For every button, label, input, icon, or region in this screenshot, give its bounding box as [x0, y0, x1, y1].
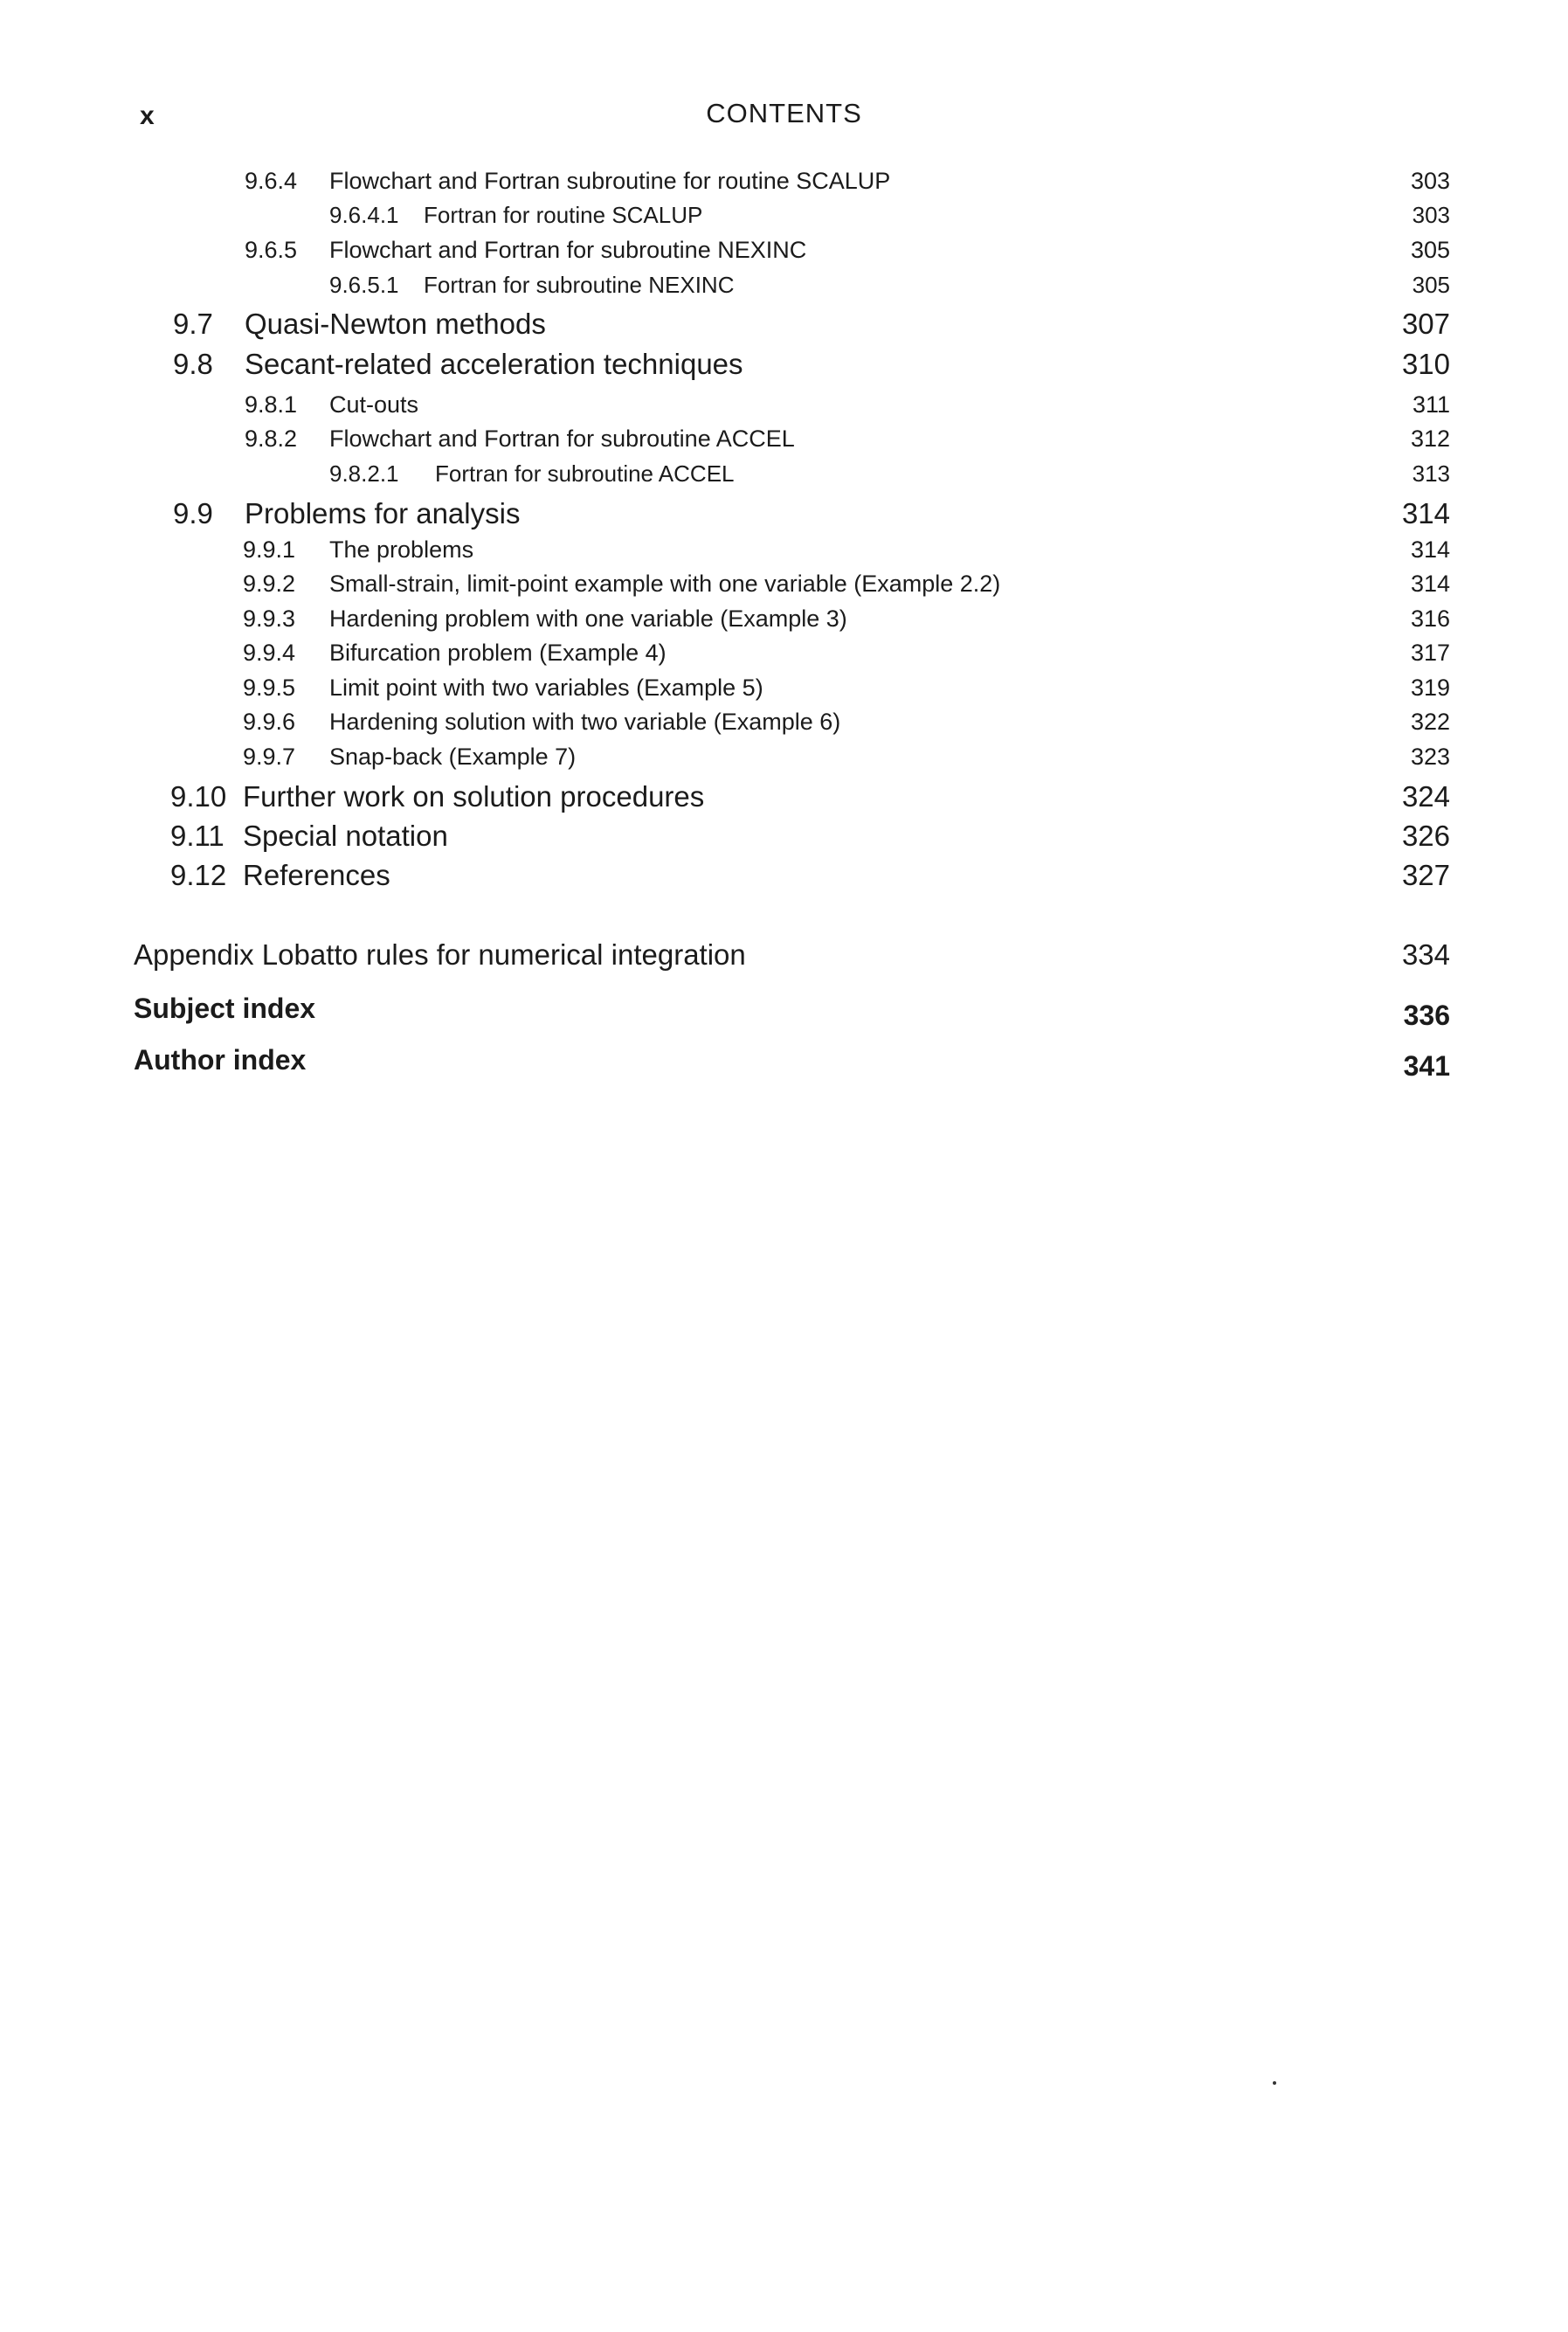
toc-entry-appendix — [0, 938, 1568, 973]
toc-entry-number: 9.9.2 — [243, 571, 296, 597]
toc-entry-9-9-3 — [0, 605, 1568, 640]
toc-entry-subject-index — [0, 993, 1568, 1031]
toc-entry-9-8-2 — [0, 426, 1568, 460]
toc-entry-title: Cut-outs — [329, 391, 419, 418]
toc-entry-title: Flowchart and Fortran subroutine for routine SCALUP — [329, 168, 891, 194]
toc-entry-title: Fortran for subroutine NEXINC — [424, 272, 735, 298]
toc-entry-page: 313 — [1412, 460, 1450, 487]
toc-entry-9-11 — [0, 820, 1568, 855]
toc-entry-title: Limit point with two variables (Example 5) — [329, 675, 763, 701]
toc-entry-page: 310 — [1401, 348, 1450, 380]
toc-entry-number: 9.9.5 — [243, 675, 296, 701]
stray-mark — [1273, 2081, 1276, 2085]
toc-entry-page: 305 — [1410, 237, 1450, 263]
toc-entry-number: 9.9.6 — [243, 709, 296, 735]
toc-entry-9-6-5-1 — [0, 272, 1568, 307]
toc-entry-page: 327 — [1401, 859, 1450, 891]
toc-entry-title: Flowchart and Fortran for subroutine ACCEL — [329, 426, 795, 452]
toc-entry-9-9-1 — [0, 536, 1568, 571]
toc-entry-page: 334 — [1401, 938, 1450, 971]
toc-entry-page: 324 — [1401, 780, 1450, 813]
toc-entry-title: Author index — [134, 1044, 307, 1076]
toc-entry-page: 323 — [1410, 744, 1450, 770]
toc-entry-page: 316 — [1410, 605, 1450, 632]
toc-entry-page: 314 — [1410, 536, 1450, 563]
toc-entry-number: 9.12 — [170, 859, 227, 891]
toc-entry-number: 9.10 — [170, 780, 227, 813]
toc-entry-number: 9.9 — [173, 497, 213, 529]
toc-entry-number: 9.8 — [173, 348, 213, 380]
toc-entry-9-6-5 — [0, 237, 1568, 272]
toc-entry-title: The problems — [329, 536, 474, 563]
toc-entry-page: 303 — [1412, 202, 1450, 228]
toc-entry-9-10 — [0, 780, 1568, 815]
toc-entry-9-8-1 — [0, 391, 1568, 426]
toc-entry-title: Problems for analysis — [245, 497, 521, 529]
toc-entry-page: 311 — [1412, 391, 1450, 418]
toc-entry-number: 9.9.3 — [243, 605, 296, 632]
toc-entry-page: 314 — [1410, 571, 1450, 597]
toc-entry-title: Fortran for routine SCALUP — [424, 202, 703, 228]
toc-entry-title: Hardening solution with two variable (Example 6) — [329, 709, 841, 735]
toc-entry-9-6-4-1 — [0, 202, 1568, 237]
toc-entry-9-9-2 — [0, 571, 1568, 605]
toc-entry-number: 9.9.7 — [243, 744, 296, 770]
toc-entry-title: Flowchart and Fortran for subroutine NEXINC — [329, 237, 807, 263]
toc-entry-number: 9.8.1 — [245, 391, 298, 418]
toc-entry-number: 9.6.5.1 — [329, 272, 399, 298]
toc-entry-9-6-4 — [0, 168, 1568, 203]
toc-entry-title: Fortran for subroutine ACCEL — [435, 460, 735, 487]
toc-entry-page: 336 — [1403, 1000, 1450, 1031]
toc-entry-number: 9.9.1 — [243, 536, 296, 563]
toc-entry-number: 9.9.4 — [243, 640, 296, 666]
toc-entry-page: 319 — [1410, 675, 1450, 701]
toc-entry-title: Small-strain, limit-point example with one variable (Example 2.2) — [329, 571, 1001, 597]
toc-entry-number: 9.6.4.1 — [329, 202, 399, 228]
toc-entry-page: 326 — [1401, 820, 1450, 852]
toc-entry-title: Appendix Lobatto rules for numerical integration — [134, 938, 746, 971]
toc-entry-page: 341 — [1403, 1050, 1450, 1082]
toc-entry-title: Secant-related acceleration techniques — [245, 348, 743, 380]
toc-entry-author-index — [0, 1044, 1568, 1082]
toc-entry-title: Further work on solution procedures — [243, 780, 705, 813]
toc-entry-9-9-5 — [0, 675, 1568, 709]
toc-entry-page: 303 — [1410, 168, 1450, 194]
toc-entry-page: 322 — [1410, 709, 1450, 735]
toc-entry-9-9-4 — [0, 640, 1568, 675]
toc-entry-9-9-6 — [0, 709, 1568, 744]
toc-entry-title: Snap-back (Example 7) — [329, 744, 577, 770]
toc-entry-page: 314 — [1401, 497, 1450, 529]
toc-entry-page: 305 — [1412, 272, 1450, 298]
toc-entry-title: Subject index — [134, 993, 316, 1024]
toc-entry-number: 9.6.4 — [245, 168, 298, 194]
toc-entry-title: References — [243, 859, 390, 891]
toc-entry-9-8 — [0, 348, 1568, 383]
toc-entry-title: Quasi-Newton methods — [245, 308, 546, 340]
page-number: x — [140, 101, 155, 130]
toc-entry-9-8-2-1 — [0, 460, 1568, 495]
toc-entry-title: Special notation — [243, 820, 448, 852]
toc-entry-9-7 — [0, 308, 1568, 343]
toc-entry-number: 9.11 — [170, 820, 224, 852]
toc-entry-9-9-7 — [0, 744, 1568, 778]
toc-entry-number: 9.8.2.1 — [329, 460, 399, 487]
toc-entry-page: 307 — [1401, 308, 1450, 340]
toc-entry-number: 9.8.2 — [245, 426, 298, 452]
toc-entry-9-9 — [0, 497, 1568, 532]
toc-entry-title: Hardening problem with one variable (Example 3) — [329, 605, 847, 632]
toc-entry-page: 317 — [1410, 640, 1450, 666]
toc-entry-page: 312 — [1410, 426, 1450, 452]
toc-entry-9-12 — [0, 859, 1568, 894]
toc-entry-title: Bifurcation problem (Example 4) — [329, 640, 667, 666]
toc-entry-number: 9.6.5 — [245, 237, 298, 263]
running-head: CONTENTS — [706, 98, 862, 128]
toc-entry-number: 9.7 — [173, 308, 213, 340]
